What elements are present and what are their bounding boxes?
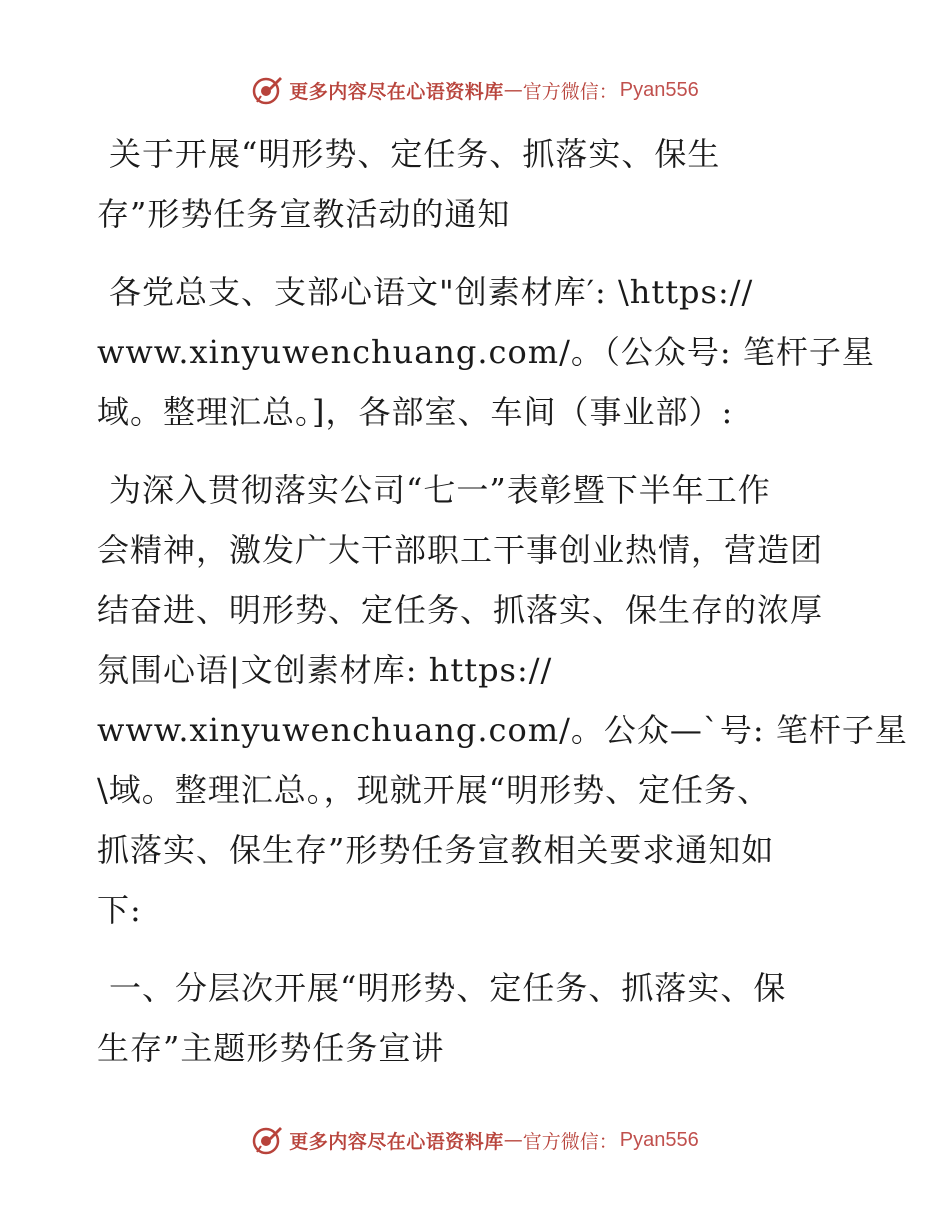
title-line: 关于开展“明形势、定任务、抓落实、保生 xyxy=(109,135,721,173)
body-line: 结奋进、明形势、定任务、抓落实、保生存的浓厚 xyxy=(97,591,824,629)
salutation-paragraph xyxy=(97,262,875,442)
body-line: 抓落实、保生存”形势任务宣教相关要求通知如 xyxy=(97,831,775,869)
banner-text: 更多内容尽在心语资料库 xyxy=(289,1130,504,1153)
salutation-line: www.xinyuwenchuang.com/。（公众号: 笔杆子星 xyxy=(97,333,875,371)
header-watermark-banner xyxy=(0,70,950,110)
banner-wechat-label: 官方微信： xyxy=(522,80,618,103)
body-line: 为深入贯彻落实公司“七一”表彰暨下半年工作 xyxy=(109,471,771,509)
banner-wechat-id: Pyan556 xyxy=(619,78,699,101)
pen-logo-icon xyxy=(251,74,283,106)
banner-dash: — xyxy=(503,79,523,101)
salutation-line: 各党总支、支部心语文"创素材库′: \https:// xyxy=(109,273,754,311)
document-body xyxy=(97,124,908,1096)
heading-line: 生存”主题形势任务宣讲 xyxy=(97,1029,445,1067)
body-line: 会精神，激发广大干部职工干事创业热情，营造团 xyxy=(97,531,824,569)
body-line: \域。整理汇总。，现就开展“明形势、定任务、 xyxy=(97,771,771,809)
title-line: 存”形势任务宣教活动的通知 xyxy=(97,195,511,233)
heading-line: 一、分层次开展“明形势、定任务、抓落实、保 xyxy=(109,969,787,1007)
document-title xyxy=(97,124,857,244)
body-line: www.xinyuwenchuang.com/。公众—`号: 笔杆子星 xyxy=(97,711,908,749)
banner-dash: — xyxy=(503,1129,523,1151)
section-heading xyxy=(97,958,857,1078)
banner-wechat-id: Pyan556 xyxy=(619,1128,699,1151)
pen-logo-icon xyxy=(251,1124,283,1156)
banner-text: 更多内容尽在心语资料库 xyxy=(289,80,504,103)
body-paragraph xyxy=(97,460,908,940)
body-line: 下: xyxy=(97,891,142,929)
salutation-line: 域。整理汇总。]，各部室、车间（事业部）: xyxy=(97,393,734,431)
banner-wechat-label: 官方微信： xyxy=(522,1130,618,1153)
body-line: 氛围心语|文创素材库: https:// xyxy=(97,651,553,689)
footer-watermark-banner xyxy=(0,1120,950,1160)
